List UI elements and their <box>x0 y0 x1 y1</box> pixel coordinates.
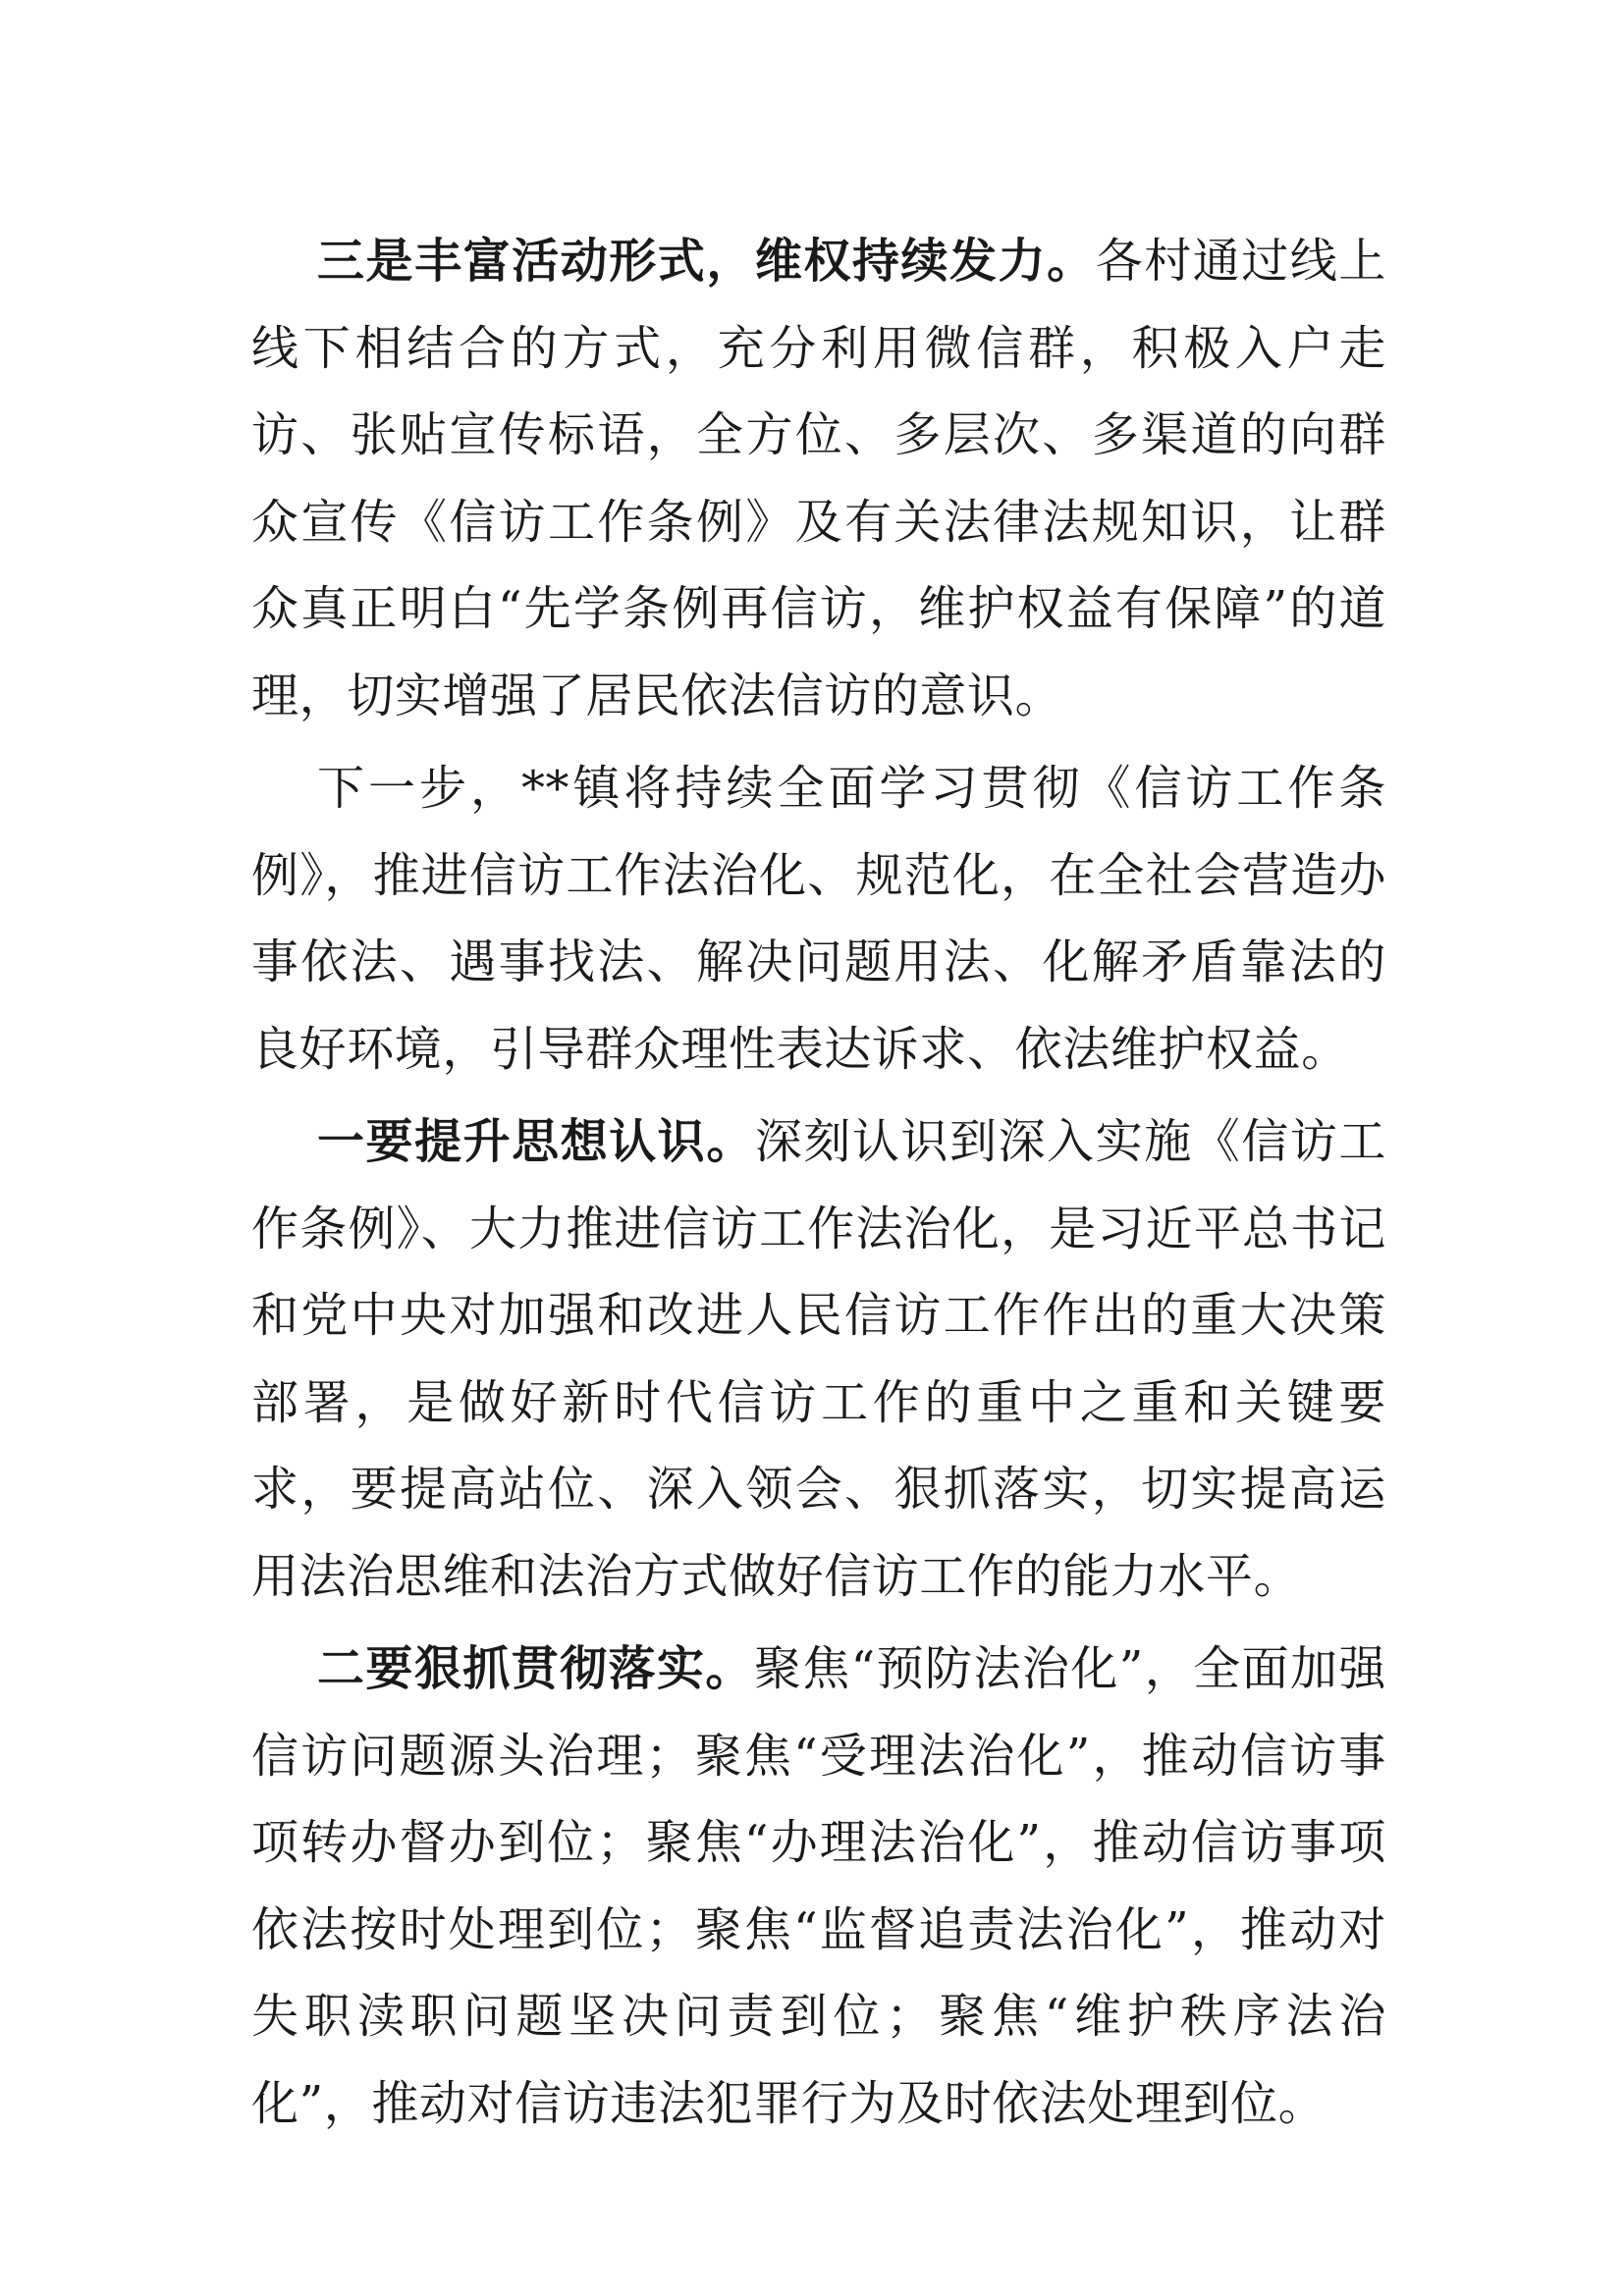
paragraph-implementation <box>251 1626 1386 2147</box>
document-page <box>251 218 1386 2153</box>
paragraph-next-step <box>251 745 1386 1093</box>
paragraph-body: 各村通过线上线下相结合的方式，充分利用微信群，积极入户走访、张贴宣传标语，全方位、多层次、多渠道的向群众宣传《信访工作条例》及有关法律法规知识，让群众真正明白“先学条例再信访，维护权益有保障”的道理，切实增强了居民依法信访的意识。 <box>251 234 1386 723</box>
paragraph-improve-awareness <box>251 1098 1386 1620</box>
paragraph-lead: 一要提升思想认识。 <box>317 1114 755 1169</box>
paragraph-body: 下一步，**镇将持续全面学习贯彻《信访工作条例》，推进信访工作法治化、规范化，在全社会营造办事依法、遇事找法、解决问题用法、化解矛盾靠法的良好环境，引导群众理性表达诉求、依法维护权益。 <box>251 761 1386 1077</box>
paragraph-body: 深刻认识到深入实施《信访工作条例》、大力推进信访工作法治化，是习近平总书记和党中央对加强和改进人民信访工作作出的重大决策部署，是做好新时代信访工作的重中之重和关键要求，要提高站位、深入领会、狠抓落实，切实提高运用法治思维和法治方式做好信访工作的能力水平。 <box>251 1114 1386 1604</box>
paragraph-activity-forms <box>251 218 1386 739</box>
paragraph-body: 聚焦“预防法治化”，全面加强信访问题源头治理；聚焦“受理法治化”，推动信访事项转办督办到位；聚焦“办理法治化”，推动信访事项依法按时处理到位；聚焦“监督追责法治化”，推动对失职渎职问题坚决问责到位；聚焦“维护秩序法治化”，推动对信访违法犯罪行为及时依法处理到位。 <box>251 1641 1386 2131</box>
paragraph-lead: 三是丰富活动形式，维权持续发力。 <box>317 234 1096 289</box>
paragraph-lead: 二要狠抓贯彻落实。 <box>317 1641 754 1696</box>
